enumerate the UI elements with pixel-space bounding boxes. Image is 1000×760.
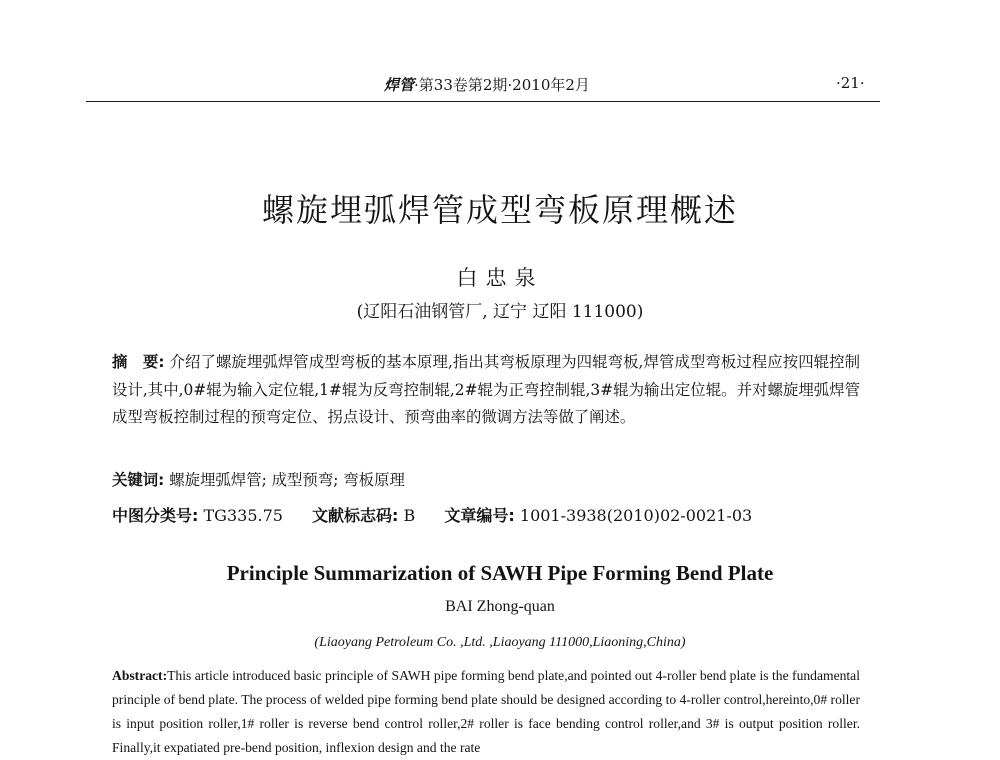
- article-no-label: 文章编号:: [444, 506, 515, 525]
- doc-code-label: 文献标志码:: [312, 506, 399, 525]
- affiliation-en: (Liaoyang Petroleum Co. ,Ltd. ,Liaoyang 111000,Liaoning,China): [314, 635, 686, 650]
- abstract-label-cn: 摘 要:: [112, 353, 165, 371]
- page-number: ·21·: [836, 74, 865, 92]
- page-header: [0, 74, 1000, 96]
- article-title-cn: 螺旋埋弧焊管成型弯板原理概述: [261, 191, 738, 229]
- clc-value: TG335.75: [203, 506, 283, 525]
- doc-code-value: B: [403, 506, 416, 525]
- clc-label: 中图分类号:: [112, 506, 199, 525]
- header-rule: [86, 101, 880, 102]
- affiliation-cn: (辽阳石油钢管厂, 辽宁 辽阳 111000): [356, 302, 644, 322]
- classification-line: [112, 503, 752, 526]
- abstract-label-en: Abstract:: [112, 668, 168, 683]
- journal-info: [384, 74, 590, 95]
- journal-name: 焊管: [384, 76, 415, 94]
- author-cn: 白忠泉: [456, 266, 544, 290]
- abstract-cn: [112, 349, 860, 432]
- abstract-text-cn: 介绍了螺旋埋弧焊管成型弯板的基本原理,指出其弯板原理为四辊弯板,焊管成型弯板过程应按四辊控制设计,其中,0#辊为输入定位辊,1#辊为反弯控制辊,2#辊为正弯控制辊,3#辊为输出定位辊。并对螺旋埋弧焊管成型弯板控制过程的预弯定位、拐点设计、预弯曲率的微调方法等做了阐述。: [112, 353, 860, 426]
- keywords-label-cn: 关键词:: [112, 471, 165, 489]
- abstract-text-en: This article introduced basic principle of SAWH pipe forming bend plate,and pointed out 4-roller bend plate is the fundamental principle of bend plate. The process of welded pipe forming bend plate should be designed according to 4-roller control,hereinto,0# roller is input position roller,1# roller is reverse bend control roller,2# roller is face bending control roller,and 3# is output position roller. Finally,it expatiated pre-bend position, inflexion design and the rate: [112, 668, 860, 755]
- journal-issue: ·第33卷第2期·2010年2月: [414, 76, 590, 94]
- article-title-en: Principle Summarization of SAWH Pipe Forming Bend Plate: [226, 561, 774, 585]
- author-en: BAI Zhong-quan: [445, 598, 555, 615]
- abstract-en: [112, 664, 860, 760]
- article-no-value: 1001-3938(2010)02-0021-03: [519, 506, 753, 525]
- keywords-text-cn: 螺旋埋弧焊管; 成型预弯; 弯板原理: [169, 471, 405, 489]
- keywords-cn: [112, 468, 405, 490]
